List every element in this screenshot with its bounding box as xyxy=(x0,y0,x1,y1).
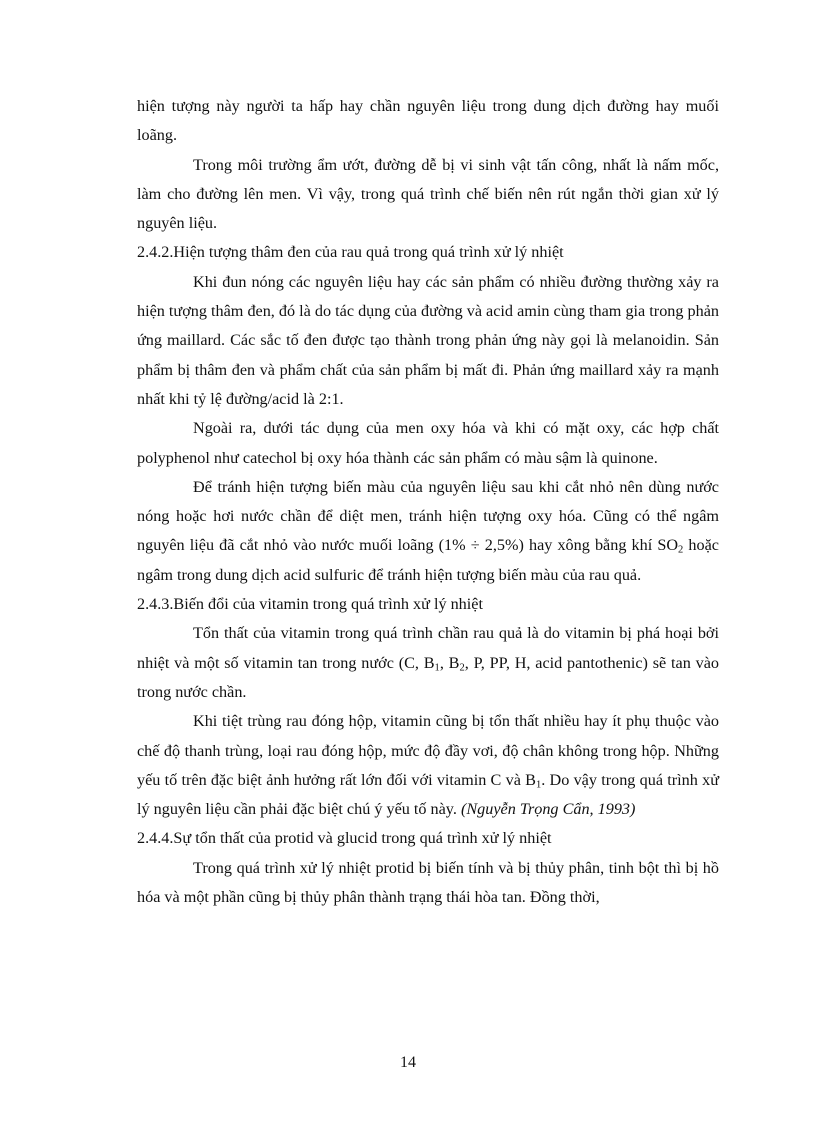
text-run: , B xyxy=(439,653,460,672)
text-run: . Do vậy trong quá trình xử lý nguyên liệu cần phải đặc biệt chú ý yếu tố này. xyxy=(137,770,719,819)
paragraph: Khi đun nóng các nguyên liệu hay các sản phẩm có nhiều đường thường xảy ra hiện tượng thâm đen, đó là do tác dụng của đường và acid amin cùng tham gia trong phản ứng maillard. Các sắc tố đen được tạo thành trong phản ứng này gọi là melanoidin. Sản phẩm bị thâm đen và phẩm chất của sản phẩm bị mất đi. Phản ứng maillard xảy ra mạnh nhất khi tỷ lệ đường/acid là 2:1. xyxy=(137,272,719,408)
subscript: 1 xyxy=(535,779,542,791)
citation: (Nguyễn Trọng Cẩn, 1993) xyxy=(460,800,636,819)
subscript: 2 xyxy=(459,662,465,674)
paragraph xyxy=(137,707,719,824)
paragraph: Ngoài ra, dưới tác dụng của men oxy hóa và khi có mặt oxy, các hợp chất polyphenol như catechol bị oxy hóa thành các sản phẩm có màu sậm là quinone. xyxy=(137,419,719,467)
paragraph: hiện tượng này người ta hấp hay chần nguyên liệu trong dung dịch đường hay muối loãng. xyxy=(137,97,719,145)
subscript: 2 xyxy=(678,545,684,557)
document-page xyxy=(137,92,719,912)
section-heading-2-4-3: 2.4.3.Biến đổi của vitamin trong quá trình xử lý nhiệt xyxy=(137,595,483,614)
page-number: 14 xyxy=(400,1054,416,1071)
paragraph xyxy=(137,473,719,590)
section-heading-2-4-2: 2.4.2.Hiện tượng thâm đen của rau quả trong quá trình xử lý nhiệt xyxy=(137,243,564,262)
paragraph xyxy=(137,619,719,707)
subscript: 1 xyxy=(434,662,440,674)
text-run: Tổn thất của vitamin trong quá trình chần rau quả là do vitamin bị phá hoại bởi nhiệt và một số vitamin tan trong nước (C, B xyxy=(137,624,719,672)
section-heading-2-4-4: 2.4.4.Sự tổn thất của protid và glucid trong quá trình xử lý nhiệt xyxy=(137,829,552,848)
paragraph: Trong môi trường ẩm ướt, đường dễ bị vi sinh vật tấn công, nhất là nấm mốc, làm cho đường lên men. Vì vậy, trong quá trình chế biến nên rút ngắn thời gian xử lý nguyên liệu. xyxy=(137,155,719,233)
text-run: hoặc ngâm trong dung dịch acid sulfuric để tránh hiện tượng biến màu của rau quả. xyxy=(137,536,719,584)
text-run: , P, PP, H, acid pantothenic) sẽ tan vào trong nước chần. xyxy=(137,653,719,701)
text-run: Để tránh hiện tượng biến màu của nguyên liệu sau khi cắt nhỏ nên dùng nước nóng hoặc hơi nước chần để diệt men, tránh hiện tượng oxy hóa. Cũng có thể ngâm nguyên liệu đã cắt nhỏ vào nước muối loãng (1% ÷ 2,5%) hay xông bằng khí SO xyxy=(137,477,719,555)
text-run: Khi tiệt trùng rau đóng hộp, vitamin cũng bị tổn thất nhiều hay ít phụ thuộc vào chế độ thanh trùng, loại rau đóng hộp, mức độ đầy vơi, độ chân không trong hộp. Những yếu tố trên đặc biệt ảnh hưởng rất lớn đối với vitamin C và B xyxy=(137,712,719,789)
paragraph: Trong quá trình xử lý nhiệt protid bị biến tính và bị thủy phân, tinh bột thì bị hồ hóa và một phần cũng bị thủy phân thành trạng thái hòa tan. Đồng thời, xyxy=(137,858,719,907)
